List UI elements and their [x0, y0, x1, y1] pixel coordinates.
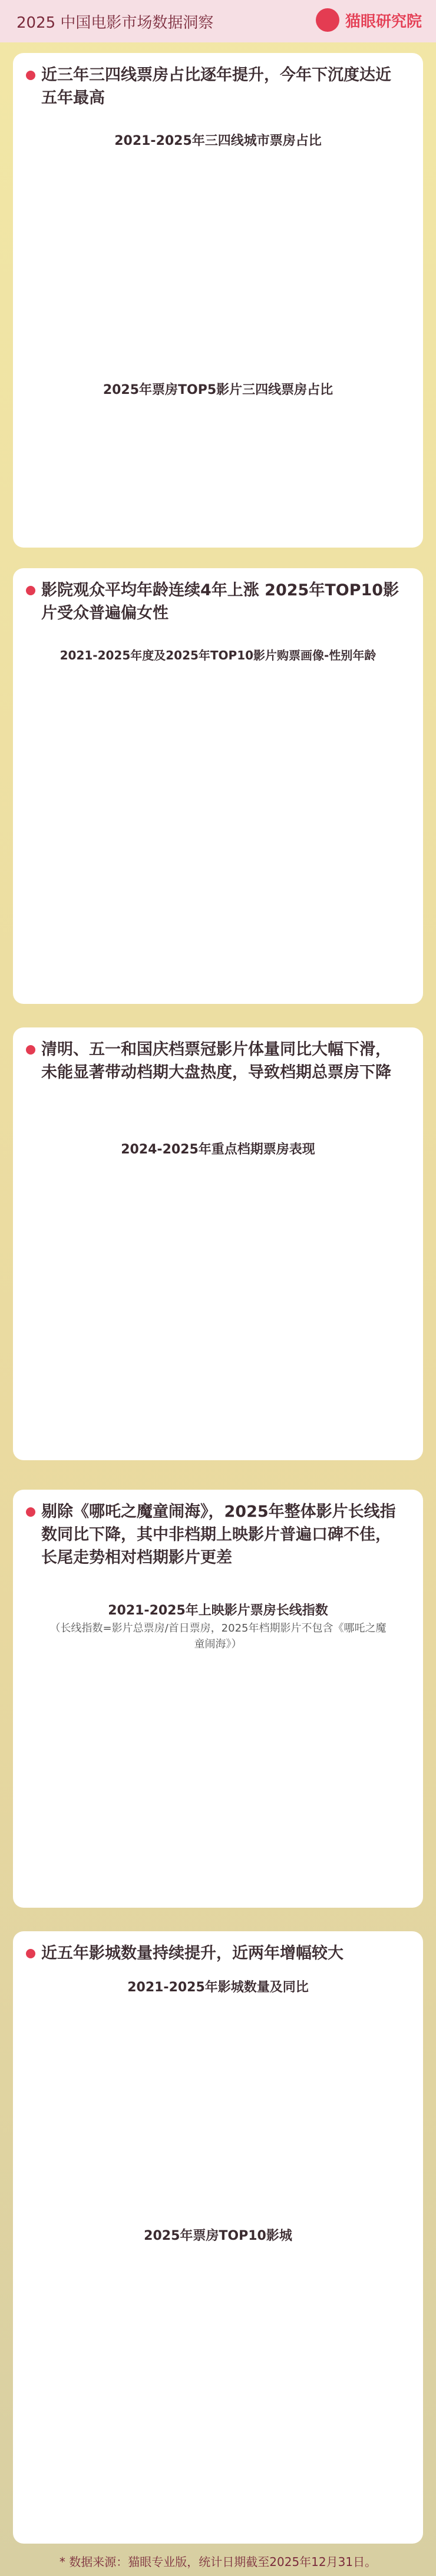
chart-title: 2024-2025年重点档期票房表现 — [121, 1142, 315, 1157]
section-title: 清明、五一和国庆档票冠影片体量同比大幅下滑，未能显著带动档期大盘热度，导致档期总票房下降 — [41, 1038, 399, 1084]
section-title: 近五年影城数量持续提升，近两年增幅较大 — [41, 1942, 399, 1965]
chart-title: 2021-2025年度及2025年TOP10影片购票画像-性别年龄 — [60, 648, 376, 662]
chart-title: 2021-2025年影城数量及同比 — [127, 1980, 309, 1995]
cat-eye-icon — [316, 8, 339, 32]
chart-caption: （长线指数=影片总票房/首日票房，2025年档期影片不包含《哪吒之魔童闹海》） — [49, 1622, 387, 1650]
page-title: 2025 中国电影市场数据洞察 — [16, 14, 214, 32]
section-5-card — [13, 1931, 423, 2544]
bullet-icon — [26, 586, 35, 595]
section-4-card — [13, 1490, 423, 1908]
bullet-icon — [26, 1045, 35, 1055]
section-title: 影院观众平均年龄连续4年上涨 2025年TOP10影片受众普遍偏女性 — [41, 579, 399, 625]
bullet-icon — [26, 1949, 35, 1958]
brand-logo — [316, 8, 422, 32]
header — [0, 0, 436, 42]
section-title: 剔除《哪吒之魔童闹海》，2025年整体影片长线指数同比下降，其中非档期上映影片普遍口碑不佳，长尾走势相对档期影片更差 — [41, 1500, 399, 1569]
bullet-icon — [26, 1507, 35, 1517]
bullet-icon — [26, 71, 35, 80]
brand-name: 猫眼研究院 — [345, 12, 422, 31]
section-1-card — [13, 53, 423, 548]
section-3-card — [13, 1027, 423, 1460]
section-2-card — [13, 568, 423, 1004]
data-source-footer: * 数据来源：猫眼专业版，统计日期截至2025年12月31日。 — [59, 2555, 377, 2569]
chart-title: 2025年票房TOP5影片三四线票房占比 — [103, 383, 333, 397]
section-title: 近三年三四线票房占比逐年提升，今年下沉度达近五年最高 — [41, 64, 399, 110]
chart-title: 2021-2025年三四线城市票房占比 — [114, 134, 322, 148]
chart-title: 2021-2025年上映影片票房长线指数 — [108, 1603, 328, 1618]
chart-title: 2025年票房TOP10影城 — [144, 2229, 292, 2243]
